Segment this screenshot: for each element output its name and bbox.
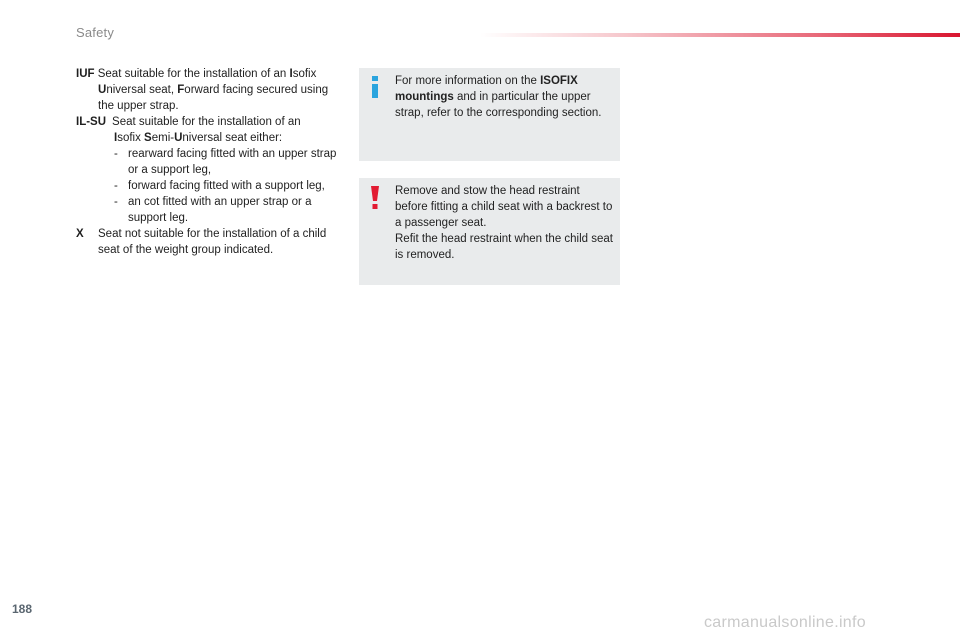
- legend-text: niversal seat either:: [182, 132, 283, 144]
- legend-text: sofix: [292, 68, 317, 80]
- dash-bullet: -: [114, 148, 118, 160]
- seat-legend: [76, 66, 344, 258]
- legend-x: [76, 226, 344, 258]
- page-number: 188: [12, 602, 33, 616]
- warning-box-text: [395, 183, 613, 263]
- option-text: rearward facing fitted with an upper strap or a support leg,: [128, 148, 337, 176]
- warning-icon: [369, 186, 381, 210]
- legend-code: IL-SU: [76, 116, 107, 128]
- legend-bold-letter: I: [289, 68, 293, 80]
- list-item: [114, 178, 344, 194]
- header-gradient-bar: [480, 33, 960, 37]
- option-text: forward facing fitted with a support leg,: [128, 180, 325, 192]
- list-item: [114, 146, 344, 178]
- watermark: carmanualsonline.info: [704, 614, 866, 631]
- dash-bullet: -: [114, 180, 118, 192]
- legend-iuf-text: [76, 66, 344, 114]
- legend-text: niversal seat,: [106, 84, 178, 96]
- list-item: [114, 194, 344, 226]
- legend-bold-letter: F: [177, 84, 185, 96]
- legend-il-su: [76, 114, 344, 226]
- warning-box: [359, 178, 620, 285]
- section-title: Safety: [76, 25, 115, 40]
- legend-il-su-options: [76, 146, 344, 226]
- legend-code: X: [76, 228, 84, 240]
- legend-text: Seat suitable for the installation of an: [112, 116, 301, 128]
- legend-iuf: [76, 66, 344, 114]
- legend-code: IUF: [76, 68, 95, 80]
- info-box-text: [395, 73, 613, 121]
- legend-text: sofix: [117, 132, 145, 144]
- option-text: an cot fitted with an upper strap or a support leg.: [128, 196, 312, 224]
- legend-il-su-desc: [76, 130, 344, 146]
- legend-bold-letter: U: [174, 132, 183, 144]
- legend-text: emi-: [151, 132, 175, 144]
- legend-text: Seat suitable for the installation of an: [94, 68, 290, 80]
- info-text: and in particular the upper strap, refer to the corresponding section.: [395, 91, 602, 119]
- legend-bold-letter: U: [98, 84, 107, 96]
- warning-text: Refit the head restraint when the child seat is removed.: [395, 233, 613, 261]
- dash-bullet: -: [114, 196, 118, 208]
- info-text: For more information on the: [395, 75, 541, 87]
- info-box: [359, 68, 620, 161]
- info-icon: [369, 76, 381, 98]
- legend-text: orward facing secured using the upper strap.: [98, 84, 329, 112]
- legend-text: Seat not suitable for the installation of a child seat of the weight group indicated.: [98, 228, 327, 256]
- warning-text: Remove and stow the head restraint before fitting a child seat with a backrest to a passenger seat.: [395, 185, 613, 229]
- legend-il-su-head: [76, 114, 344, 130]
- legend-bold-letter: I: [114, 132, 118, 144]
- legend-bold-letter: S: [144, 132, 152, 144]
- info-bold-text: ISOFIX mountings: [395, 75, 578, 103]
